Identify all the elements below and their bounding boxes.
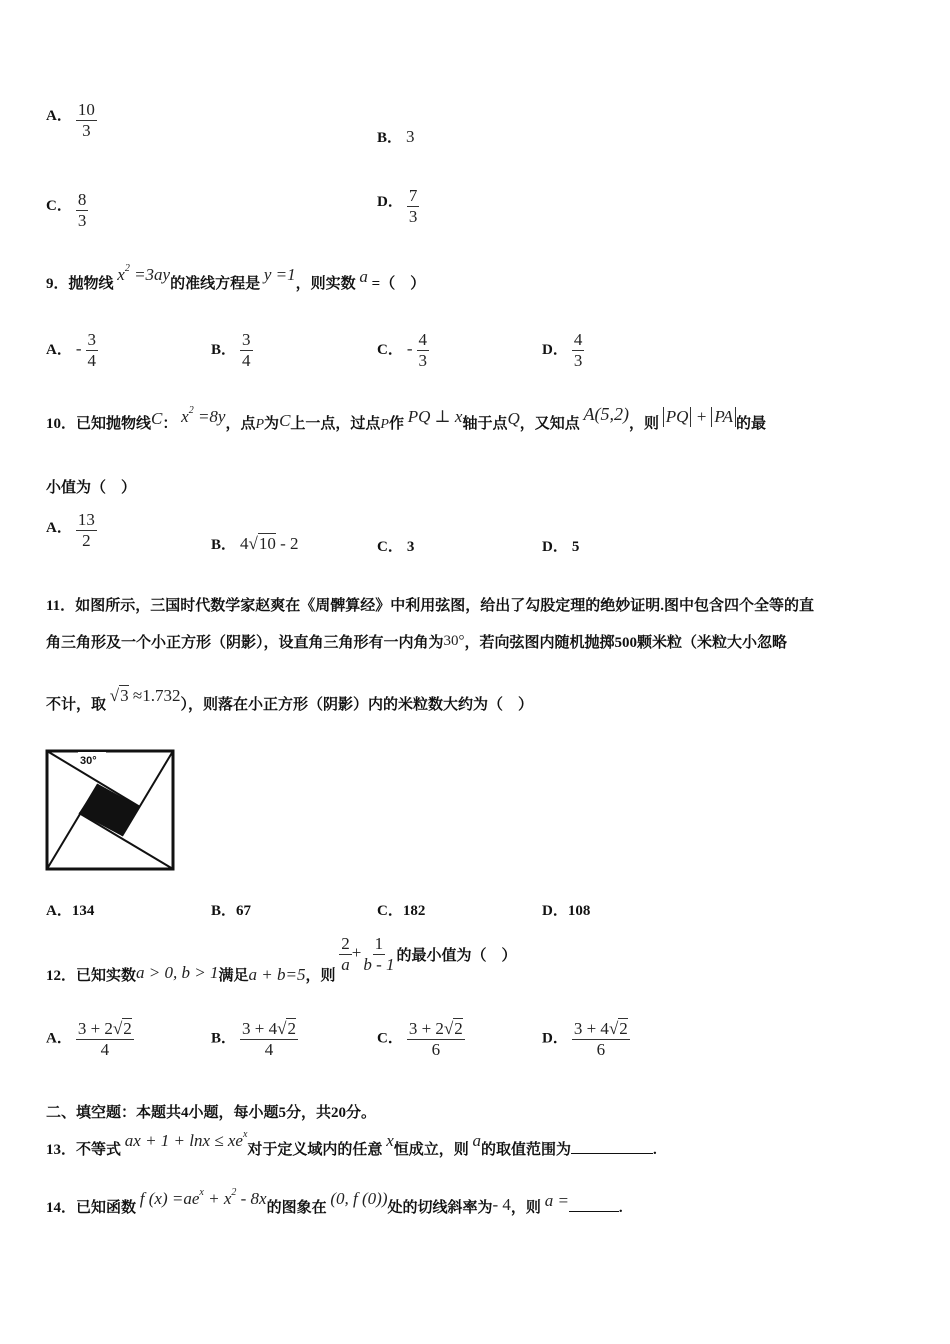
q11-option-a[interactable]: A．134 (46, 903, 95, 919)
math-variable: a (359, 267, 368, 286)
fraction: $\frac{4}{3}$ (418, 330, 428, 370)
q8-option-c[interactable] (46, 190, 88, 231)
q11-option-b[interactable]: B．67 (211, 903, 252, 919)
q10-option-a[interactable]: A． $\frac{13}{2}$ (46, 510, 95, 550)
fraction: $\frac{3 + 2√2}{6}$ (408, 1019, 463, 1059)
q11-option-d[interactable]: D．108 (542, 903, 591, 919)
q8-option-d[interactable] (377, 186, 419, 227)
fraction: $\frac{2}{a}$ (341, 934, 350, 974)
fraction: $\frac{3 + 4√2}{6}$ (573, 1019, 628, 1059)
math-expression: ax + $1 + \ln x \le xe^x$ (124, 1129, 248, 1150)
fraction: $\frac{3}{4}$ (87, 330, 97, 370)
q9-option-a[interactable]: A． - $\frac{3}{4}$ (46, 330, 97, 370)
q10-option-c[interactable]: C． 3 (377, 539, 415, 555)
sqrt-symbol: √ (277, 1019, 287, 1038)
fraction: $\frac{8}{3}$ (77, 190, 87, 230)
q9-option-b[interactable]: B． $\frac{3}{4}$ (211, 330, 251, 370)
question-number: 14． (46, 1200, 77, 1216)
section-title: 二、填空题：本题共4小题，每小题5分，共20分。 (46, 1105, 377, 1121)
fraction: $\frac{4}{3}$ (573, 330, 583, 370)
sqrt-symbol: √ (443, 1019, 454, 1038)
option-label: D． (377, 194, 403, 211)
fraction: $\frac{7}{3}$ (408, 186, 418, 226)
question-12: 12．已知实数a > 0, b > 1满足a + b=5，则 $\frac{2}{a}$ + $\frac{1}{b - 1}$ 的最小值为（ ） (46, 934, 517, 984)
fraction: $\frac{3 + 4√2}{4}$ (242, 1019, 296, 1059)
option-label: B． (377, 130, 403, 146)
math-expression: $x^2 =8y$ (181, 405, 226, 426)
question-11-line1: 11．如图所示，三国时代数学家赵爽在《周髀算经》中利用弦图，给出了勾股定理的绝妙证明.图中包含四个全等的直 (46, 598, 814, 614)
sqrt-symbol: √ (109, 686, 120, 705)
q9-option-c[interactable]: C． - $\frac{4}{3}$ (377, 330, 428, 370)
fraction: $\frac{3 + 2√2}{4}$ (77, 1019, 132, 1059)
option-value: 3 (406, 127, 415, 146)
q12-option-d[interactable]: D． $\frac{3 + 4√2}{6}$ (542, 1019, 628, 1059)
sqrt-symbol: √ (608, 1019, 619, 1038)
q10-option-b[interactable]: B． 4√10 - 2 (211, 534, 299, 553)
q9-option-d[interactable]: D． $\frac{4}{3}$ (542, 330, 583, 370)
question-10-line2: 小值为（ ） (46, 480, 137, 496)
q11-option-c[interactable]: C．182 (377, 903, 426, 919)
question-number: 13． (46, 1142, 77, 1158)
q12-option-a[interactable]: A． $\frac{3 + 2√2}{4}$ (46, 1019, 132, 1059)
question-11-line2: 角三角形及一个小正方形（阴影），设直角三角形有一内角为30°，若向弦图内随机抛掷500颗米粒（米粒大小忽略 (46, 633, 788, 651)
question-number: 11． (46, 598, 76, 614)
q12-option-b[interactable]: B． $\frac{3 + 4√2}{4}$ (211, 1019, 296, 1059)
figure-angle-label: 30° (80, 755, 97, 767)
math-expression: f $(x) =ae^x + x^2 - 8x$ (139, 1187, 267, 1208)
math-expression: $x^2 =3ay$ (117, 263, 171, 284)
question-9: 9．抛物线 $x^2 =3ay$的准线方程是 y =1，则实数 a =（ ） (46, 263, 426, 292)
fraction: $\frac{1}{b - 1}$ (363, 934, 395, 974)
fraction: $\frac{13}{2}$ (77, 510, 95, 550)
question-14: 14．已知函数 f $(x) =ae^x + x^2 - 8x$的图象在 (0, f (0))处的切线斜率为- 4，则 a = . (46, 1187, 623, 1216)
answer-blank[interactable] (569, 1197, 619, 1212)
q12-option-c[interactable]: C． $\frac{3 + 2√2}{6}$ (377, 1019, 463, 1059)
question-number: 9． (46, 276, 69, 292)
fraction: $\frac{10}{3}$ (77, 100, 95, 140)
sqrt-symbol: √ (248, 534, 258, 553)
sqrt-symbol: √ (112, 1019, 123, 1038)
zhao-shuang-string-figure (44, 748, 176, 872)
question-13: 13．不等式 ax + $1 + \ln x \le xe^x$对于定义域内的任意 x恒成立，则 a的取值范围为 . (46, 1129, 657, 1158)
option-label: C． (46, 198, 72, 215)
option-label: A． (46, 108, 72, 125)
fraction: $\frac{3}{4}$ (242, 330, 251, 370)
q8-option-b[interactable] (377, 126, 415, 147)
figure-small-square (79, 784, 140, 836)
answer-blank[interactable] (571, 1139, 653, 1154)
q8-option-a[interactable] (46, 100, 97, 141)
question-number: 10． (46, 416, 77, 432)
question-number: 12． (46, 967, 77, 984)
math-expression: y =1 (263, 265, 296, 284)
question-10: 10．已知抛物线C： $x^2 =8y$，点P为C上一点，过点P作 PQ ⊥ x轴于点Q，又知点 A(5,2)，则 PQ + PA 的最 (46, 404, 767, 432)
question-11-line3: 不计，取 √3 ≈1.732），则落在小正方形（阴影）内的米粒数大约为（ ） (46, 686, 533, 713)
q10-option-d[interactable]: D． 5 (542, 539, 580, 555)
